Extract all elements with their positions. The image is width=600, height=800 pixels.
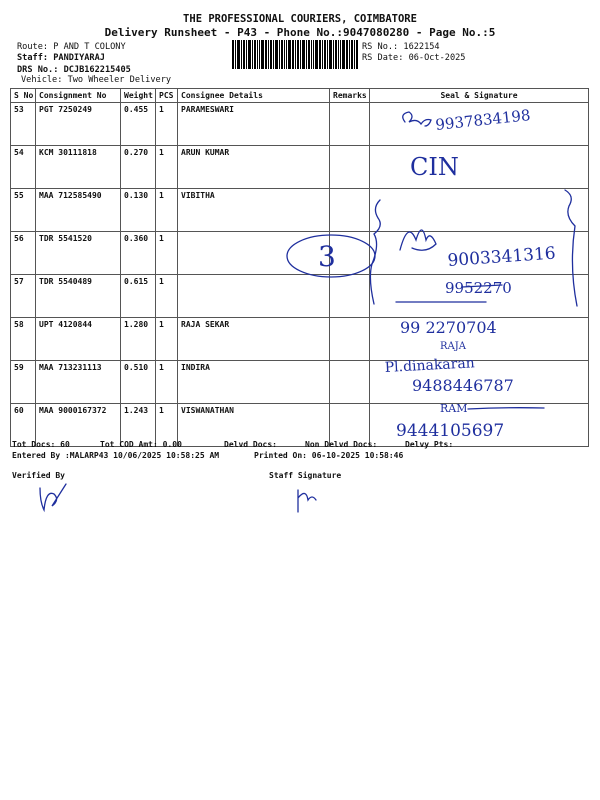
rs-number: RS No.: 1622154 (362, 42, 440, 52)
handwritten-name: Pl.dinakaran (384, 355, 476, 376)
route-label: Route: P AND T COLONY (17, 42, 126, 52)
handwritten-name: RAJA (440, 341, 466, 352)
delvy-pts: Delvy Pts: (405, 440, 454, 449)
cell-remarks (330, 361, 370, 404)
cell-consignee: VIBITHA (178, 189, 330, 232)
cell-weight: 0.615 (121, 275, 156, 318)
circled-number: 3 (318, 240, 336, 273)
cell-signature (370, 404, 589, 447)
cell-consignment: KCM 30111818 (36, 146, 121, 189)
tot-docs: Tot Docs: 60 (12, 440, 70, 449)
delivery-table (10, 88, 589, 447)
cell-weight: 0.130 (121, 189, 156, 232)
cell-consignment: MAA 712585490 (36, 189, 121, 232)
table-row (11, 189, 589, 232)
handwritten-name: RAM (440, 402, 468, 415)
table-row (11, 232, 589, 275)
table-row (11, 318, 589, 361)
col-sno: S No (11, 89, 36, 103)
cell-sno: 57 (11, 275, 36, 318)
col-consignee: Consignee Details (178, 89, 330, 103)
vehicle-label: Vehicle: Two Wheeler Delivery (21, 75, 172, 85)
table-row (11, 404, 589, 447)
cell-signature (370, 146, 589, 189)
cell-consignee (178, 275, 330, 318)
printed-on: Printed On: 06-10-2025 10:58:46 (254, 451, 404, 460)
cell-signature (370, 318, 589, 361)
cell-remarks (330, 103, 370, 146)
cell-consignee: INDIRA (178, 361, 330, 404)
cell-pcs: 1 (156, 361, 178, 404)
cell-weight: 0.270 (121, 146, 156, 189)
cell-consignment: MAA 713231113 (36, 361, 121, 404)
col-consignment: Consignment No (36, 89, 121, 103)
handwritten-phone: 9003341316 (446, 243, 557, 271)
cell-weight: 0.455 (121, 103, 156, 146)
cell-signature (370, 189, 589, 232)
table-header-row (11, 89, 589, 103)
cell-weight: 1.280 (121, 318, 156, 361)
verified-by-label: Verified By (12, 471, 65, 480)
table-row (11, 361, 589, 404)
tot-cod-amount: Tot COD Amt: 0.00 (100, 440, 182, 449)
cell-sno: 56 (11, 232, 36, 275)
cell-pcs: 1 (156, 103, 178, 146)
table-row (11, 275, 589, 318)
drs-number: DRS No.: DCJB162215405 (17, 65, 131, 75)
cell-consignment: MAA 9000167372 (36, 404, 121, 447)
cell-remarks (330, 189, 370, 232)
rs-date: RS Date: 06-Oct-2025 (362, 53, 466, 63)
cell-signature (370, 232, 589, 275)
cell-sno: 54 (11, 146, 36, 189)
cell-remarks (330, 146, 370, 189)
cell-signature (370, 275, 589, 318)
cell-consignee (178, 232, 330, 275)
cell-sno: 58 (11, 318, 36, 361)
non-delvd-docs: Non Delvd Docs: (305, 440, 378, 449)
cell-consignee: RAJA SEKAR (178, 318, 330, 361)
handwritten-phone: 9952270 (445, 279, 512, 297)
cell-sno: 55 (11, 189, 36, 232)
cell-pcs: 1 (156, 232, 178, 275)
cell-consignee: VISWANATHAN (178, 404, 330, 447)
runsheet-title: Delivery Runsheet - P43 - Phone No.:9047080280 - Page No.:5 (104, 26, 496, 39)
cell-pcs: 1 (156, 146, 178, 189)
col-pcs: PCS (156, 89, 178, 103)
cell-pcs: 1 (156, 318, 178, 361)
entered-by: Entered By :MALARP43 10/06/2025 10:58:25 AM (12, 451, 220, 460)
cell-sno: 53 (11, 103, 36, 146)
signature-mark (298, 490, 316, 512)
cell-remarks (330, 318, 370, 361)
cell-consignment: PGT 7250249 (36, 103, 121, 146)
company-title: THE PROFESSIONAL COURIERS, COIMBATORE (183, 13, 417, 25)
col-signature: Seal & Signature (370, 89, 589, 103)
cell-sno: 60 (11, 404, 36, 447)
cell-weight: 0.510 (121, 361, 156, 404)
cell-consignment: TDR 5541520 (36, 232, 121, 275)
handwritten-phone: 9444105697 (396, 421, 505, 441)
cell-signature (370, 103, 589, 146)
cell-consignment: UPT 4120844 (36, 318, 121, 361)
table-row (11, 103, 589, 146)
col-remarks: Remarks (330, 89, 370, 103)
signature-mark (40, 484, 66, 510)
table-row (11, 146, 589, 189)
handwritten-phone: 99 2270704 (400, 318, 497, 337)
handwritten-phone: 9488446787 (412, 376, 514, 395)
cell-pcs: 1 (156, 404, 178, 447)
cell-consignment: TDR 5540489 (36, 275, 121, 318)
cell-remarks (330, 275, 370, 318)
cell-signature (370, 361, 589, 404)
cell-weight: 0.360 (121, 232, 156, 275)
cell-pcs: 1 (156, 189, 178, 232)
staff-label: Staff: PANDIYARAJ (17, 53, 105, 63)
delvd-docs: Delvd Docs: (224, 440, 277, 449)
cell-sno: 59 (11, 361, 36, 404)
staff-signature-label: Staff Signature (269, 471, 342, 480)
handwritten-note: CIN (410, 153, 459, 181)
cell-pcs: 1 (156, 275, 178, 318)
cell-consignee: PARAMESWARI (178, 103, 330, 146)
cell-remarks (330, 232, 370, 275)
cell-weight: 1.243 (121, 404, 156, 447)
barcode (232, 40, 358, 69)
col-weight: Weight (121, 89, 156, 103)
handwritten-phone: 9937834198 (434, 106, 532, 134)
cell-consignee: ARUN KUMAR (178, 146, 330, 189)
